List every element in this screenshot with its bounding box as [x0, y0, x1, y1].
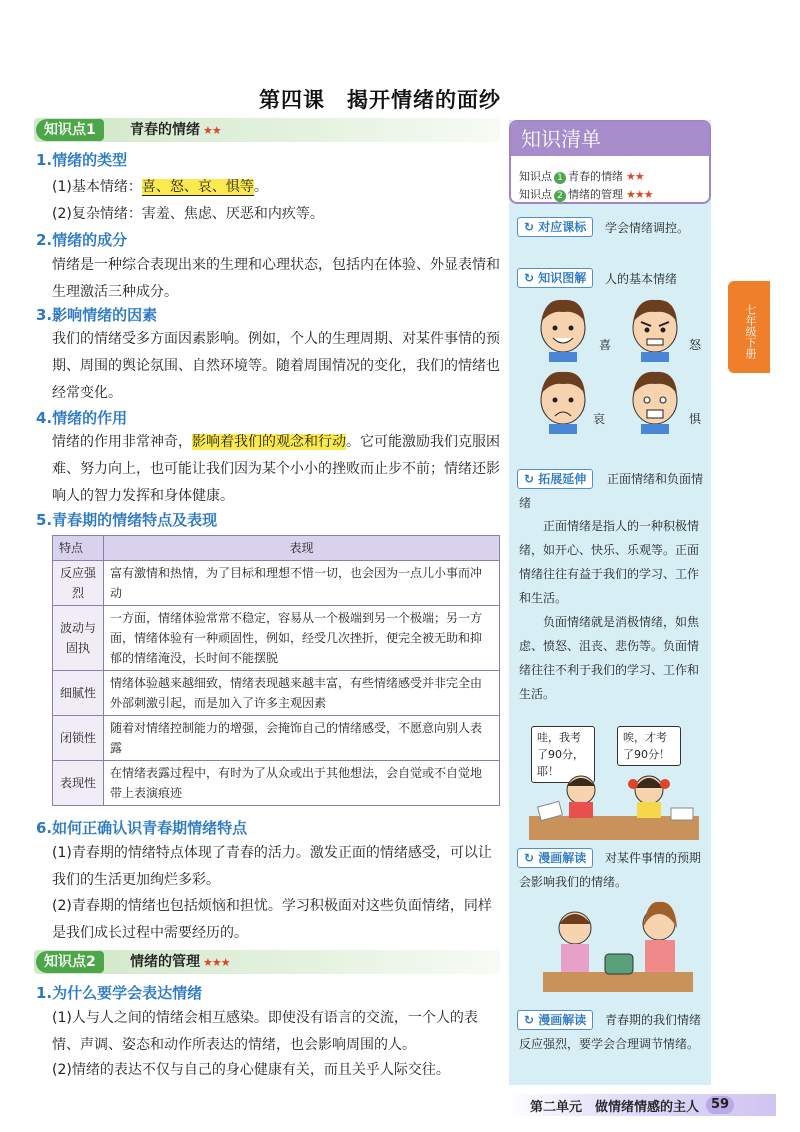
comic-1-text: 对某件事情的预期会影响我们的情绪。: [519, 851, 702, 889]
table-row: [53, 761, 500, 806]
table-cell-key: 细腻性: [53, 671, 104, 716]
knowledge-list-title: 知识清单: [511, 122, 709, 156]
table-row: [53, 671, 500, 716]
list-item: 知识点 1 青春的情绪 ★★: [519, 170, 644, 183]
heading-understand-traits: 6.如何正确认识青春期情绪特点: [36, 819, 248, 837]
table-cell-value: 情绪体验越来越细致，情绪表现越来越丰富，有些情绪感受并非完全由外部刺激引起，而是加入了许多主观因素: [104, 671, 500, 716]
basic-emotions-line: (1)基本情绪：喜、怒、哀、惧等。: [52, 179, 268, 195]
fear-face-icon: [623, 364, 687, 434]
footer-unit-title: 第二单元 做情绪情感的主人: [530, 1100, 700, 1115]
tag-knowledge-diagram: ↻ 知识图解: [517, 268, 593, 288]
table-cell-key: 波动与固执: [53, 606, 104, 671]
kp1-tag: 知识点1: [36, 119, 104, 141]
argument-comic-illustration: [529, 894, 699, 1004]
heading-emotion-components: 2.情绪的成分: [36, 231, 128, 249]
happy-face-icon: [531, 292, 595, 362]
complex-emotions-line: (2)复杂情绪：害羞、焦虑、厌恶和内疚等。: [52, 206, 324, 222]
face-label-sorrow: 哀: [593, 412, 606, 426]
extension-title: 正面情绪和负面情绪: [519, 472, 704, 510]
table-row: [53, 606, 500, 671]
table-header-row: [53, 536, 500, 561]
tag-comic-reading-1: ↻ 漫画解读: [517, 848, 593, 868]
heading-emotion-types: 1.情绪的类型: [36, 151, 128, 169]
kp2-title: 情绪的管理 ★★★: [130, 954, 230, 970]
table-cell-value: 一方面，情绪体验常常不稳定，容易从一个极端到另一个极端；另一方面，情绪体验有一种顽固性，例如，经受几次挫折，便完全被无助和抑郁的情绪淹没，长时间不能摆脱: [104, 606, 500, 671]
tag-curriculum-standard: ↻ 对应课标: [517, 217, 593, 237]
extension-paragraph-2: 负面情绪就是消极情绪，如焦虑、愤怒、沮丧、悲伤等。负面情绪往往不利于我们的学习、工作和生活。: [519, 615, 700, 701]
face-label-fear: 惧: [689, 412, 702, 426]
exam-comic-illustration: [529, 768, 699, 840]
heading-emotion-role: 4.情绪的作用: [36, 409, 128, 427]
heading-adolescent-traits: 5.青春期的情绪特点及表现: [36, 511, 218, 529]
list-item: 知识点 2 情绪的管理 ★★★: [519, 188, 653, 201]
heading-emotion-factors: 3.影响情绪的因素: [36, 306, 158, 324]
kp1-title: 青春的情绪 ★★: [130, 122, 221, 138]
table-row: [53, 561, 500, 606]
grade-side-tab: 七年级下册: [728, 281, 770, 373]
page-number: 59: [706, 1096, 734, 1114]
extension-paragraph-1: 正面情绪是指人的一种积极情绪，如开心、快乐、乐观等。正面情绪往往有益于我们的学习、工作和生活。: [519, 519, 700, 605]
page-title: 第四课 揭开情绪的面纱: [259, 88, 501, 112]
sidebar: [509, 120, 711, 1085]
face-label-anger: 怒: [689, 338, 702, 352]
knowledge-list-box: [509, 120, 711, 204]
table-header-expression: 表现: [104, 536, 500, 561]
adolescent-emotion-table: [52, 535, 500, 806]
table-cell-key: 闭锁性: [53, 716, 104, 761]
speech-bubble-right: 唉，才考了90分！: [617, 726, 681, 766]
table-cell-value: 随着对情绪控制能力的增强，会掩饰自己的情绪感受，不愿意向别人表露: [104, 716, 500, 761]
understand-item-2: (2)青春期的情绪也包括烦恼和担忧。学习积极面对这些负面情绪，同样是我们成长过程中需要经历的。: [52, 898, 492, 941]
tag-comic-reading-2: ↻ 漫画解读: [517, 1010, 593, 1030]
kp1-stars: ★★: [203, 124, 221, 137]
express-item-1: (1)人与人之间的情绪会相互感染。即使没有语言的交流，一个人的表情、声调、姿态和动作所表达的情绪，也会影响周围的人。: [52, 1010, 478, 1053]
basic-emotions-highlight: 喜、怒、哀、惧等: [141, 179, 254, 195]
tag-extension: ↻ 拓展延伸: [517, 469, 593, 489]
emotion-role-text: 情绪的作用非常神奇，影响着我们的观念和行动。它可能激励我们克服困难、努力向上，也可能让我们因为某个小小的挫败而止步不前；情绪还影响人的智力发挥和身体健康。: [52, 434, 500, 504]
knowledge-point-1-bar: [34, 118, 500, 142]
emotion-components-text: 情绪是一种综合表现出来的生理和心理状态，包括内在体验、外显表情和生理激活三种成分。: [52, 257, 500, 300]
speech-bubble-left: 哇，我考了90分，耶！: [531, 726, 595, 783]
express-item-2: (2)情绪的表达不仅与自己的身心健康有关，而且关乎人际交往。: [52, 1062, 450, 1078]
table-cell-key: 反应强烈: [53, 561, 104, 606]
understand-item-1: (1)青春期的情绪特点体现了青春的活力。激发正面的情绪感受，可以让我们的生活更加绚烂多彩。: [52, 845, 492, 888]
emotion-factors-text: 我们的情绪受多方面因素影响。例如，个人的生理周期、对某件事情的预期、周围的舆论氛围、自然环境等。随着周围情况的变化，我们的情绪也经常变化。: [52, 331, 500, 401]
comic-2-text: 青春期的我们情绪反应强烈，要学会合理调节情绪。: [519, 1013, 702, 1051]
angry-face-icon: [623, 292, 687, 362]
kp2-tag: 知识点2: [36, 951, 104, 973]
diagram-title: 人的基本情绪: [605, 272, 678, 286]
face-label-joy: 喜: [599, 338, 612, 352]
table-cell-key: 表现性: [53, 761, 104, 806]
sad-face-icon: [531, 364, 595, 434]
table-cell-value: 富有激情和热情，为了目标和理想不惜一切，也会因为一点儿小事而冲动: [104, 561, 500, 606]
knowledge-point-2-bar: [34, 950, 500, 974]
kp2-stars: ★★★: [203, 956, 230, 969]
emotion-role-highlight: 影响着我们的观念和行动: [192, 434, 346, 450]
table-row: [53, 716, 500, 761]
heading-why-express: 1.为什么要学会表达情绪: [36, 984, 203, 1002]
curriculum-standard-text: 学会情绪调控。: [605, 221, 690, 235]
table-cell-value: 在情绪表露过程中，有时为了从众或出于其他想法，会自觉或不自觉地带上表演痕迹: [104, 761, 500, 806]
table-header-trait: 特点: [53, 536, 104, 561]
